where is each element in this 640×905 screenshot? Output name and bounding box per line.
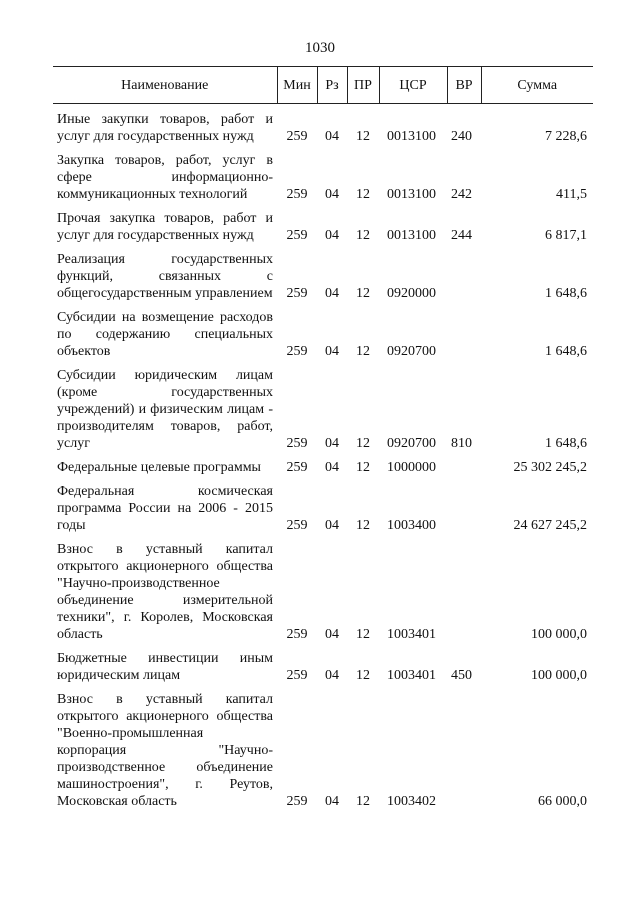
cell-sum: 6 817,1	[545, 228, 587, 243]
cell-min: 259	[286, 518, 308, 533]
cell-vr	[447, 302, 481, 360]
table-row	[53, 476, 593, 534]
cell-name: Субсидии юридическим лицам (кроме государственных учреждений) и физическим лицам - производителям товаров, работ, услуг	[57, 368, 273, 451]
table-header-row	[53, 67, 593, 104]
cell-rz: 04	[325, 129, 339, 144]
cell-pr: 12	[356, 518, 370, 533]
cell-rz: 04	[325, 518, 339, 533]
cell-name: Закупка товаров, работ, услуг в сфере информационно-коммуникационных технологий	[57, 153, 273, 202]
cell-csr: 1003400	[387, 518, 436, 533]
cell-pr: 12	[356, 436, 370, 451]
cell-csr: 0013100	[387, 187, 436, 202]
cell-csr: 0920000	[387, 286, 436, 301]
cell-pr: 12	[356, 344, 370, 359]
cell-name: Бюджетные инвестиции иным юридическим лицам	[57, 651, 273, 683]
cell-csr: 0013100	[387, 228, 436, 243]
cell-rz: 04	[325, 187, 339, 202]
cell-name: Субсидии на возмещение расходов по содержанию специальных объектов	[57, 310, 273, 359]
header-min: Мин	[277, 67, 317, 104]
cell-vr: 242	[451, 187, 472, 202]
cell-pr: 12	[356, 668, 370, 683]
table-row	[53, 643, 593, 684]
cell-name: Федеральная космическая программа России на 2006 - 2015 годы	[57, 484, 273, 533]
cell-vr	[447, 534, 481, 643]
cell-name: Реализация государственных функций, связанных с общегосударственным управлением	[57, 252, 273, 301]
cell-min: 259	[286, 794, 308, 809]
cell-sum: 100 000,0	[531, 627, 587, 642]
cell-csr: 0013100	[387, 129, 436, 144]
cell-vr	[447, 684, 481, 810]
cell-vr	[447, 452, 481, 476]
cell-pr: 12	[356, 286, 370, 301]
cell-sum: 411,5	[556, 187, 587, 202]
cell-rz: 04	[325, 436, 339, 451]
header-sum: Сумма	[481, 67, 593, 104]
cell-pr: 12	[356, 228, 370, 243]
cell-rz: 04	[325, 627, 339, 642]
cell-csr: 0920700	[387, 344, 436, 359]
table-row	[53, 104, 593, 146]
cell-min: 259	[286, 187, 308, 202]
cell-pr: 12	[356, 794, 370, 809]
cell-pr: 12	[356, 187, 370, 202]
cell-sum: 25 302 245,2	[513, 460, 587, 475]
cell-pr: 12	[356, 460, 370, 475]
table-row	[53, 684, 593, 810]
cell-vr	[447, 476, 481, 534]
cell-name: Федеральные целевые программы	[57, 460, 261, 475]
cell-sum: 66 000,0	[538, 794, 587, 809]
cell-vr: 244	[451, 228, 472, 243]
cell-csr: 1003401	[387, 668, 436, 683]
cell-vr: 810	[451, 436, 472, 451]
cell-rz: 04	[325, 286, 339, 301]
cell-vr	[447, 244, 481, 302]
cell-csr: 1003401	[387, 627, 436, 642]
cell-rz: 04	[325, 460, 339, 475]
cell-min: 259	[286, 436, 308, 451]
table-row	[53, 452, 593, 476]
table-row	[53, 145, 593, 203]
cell-sum: 24 627 245,2	[513, 518, 587, 533]
header-csr: ЦСР	[379, 67, 447, 104]
cell-min: 259	[286, 228, 308, 243]
cell-sum: 1 648,6	[545, 344, 587, 359]
cell-sum: 1 648,6	[545, 436, 587, 451]
table-row	[53, 360, 593, 452]
cell-rz: 04	[325, 668, 339, 683]
cell-csr: 0920700	[387, 436, 436, 451]
cell-rz: 04	[325, 344, 339, 359]
cell-min: 259	[286, 129, 308, 144]
cell-name: Взнос в уставный капитал открытого акционерного общества "Военно-промышленная корпорация "Научно-производственное объединение машиностроения", г. Реутов, Московская область	[57, 692, 273, 809]
cell-min: 259	[286, 460, 308, 475]
cell-min: 259	[286, 344, 308, 359]
cell-vr: 240	[451, 129, 472, 144]
cell-name: Прочая закупка товаров, работ и услуг для государственных нужд	[57, 211, 273, 243]
cell-pr: 12	[356, 627, 370, 642]
cell-csr: 1003402	[387, 794, 436, 809]
header-vr: ВР	[447, 67, 481, 104]
header-name: Наименование	[53, 67, 277, 104]
cell-sum: 7 228,6	[545, 129, 587, 144]
cell-min: 259	[286, 627, 308, 642]
table-row	[53, 534, 593, 643]
table-row	[53, 244, 593, 302]
cell-pr: 12	[356, 129, 370, 144]
cell-csr: 1000000	[387, 460, 436, 475]
cell-rz: 04	[325, 794, 339, 809]
cell-name: Иные закупки товаров, работ и услуг для государственных нужд	[57, 112, 273, 144]
cell-rz: 04	[325, 228, 339, 243]
table-row	[53, 203, 593, 244]
cell-name: Взнос в уставный капитал открытого акционерного общества "Научно-производственное объединение измерительной техники", г. Королев, Московская область	[57, 542, 273, 642]
cell-sum: 100 000,0	[531, 668, 587, 683]
cell-min: 259	[286, 286, 308, 301]
page-number: 1030	[305, 40, 335, 56]
header-rz: Рз	[317, 67, 347, 104]
header-pr: ПР	[347, 67, 379, 104]
cell-min: 259	[286, 668, 308, 683]
cell-vr: 450	[451, 668, 472, 683]
budget-table	[53, 66, 593, 810]
table-row	[53, 302, 593, 360]
cell-sum: 1 648,6	[545, 286, 587, 301]
